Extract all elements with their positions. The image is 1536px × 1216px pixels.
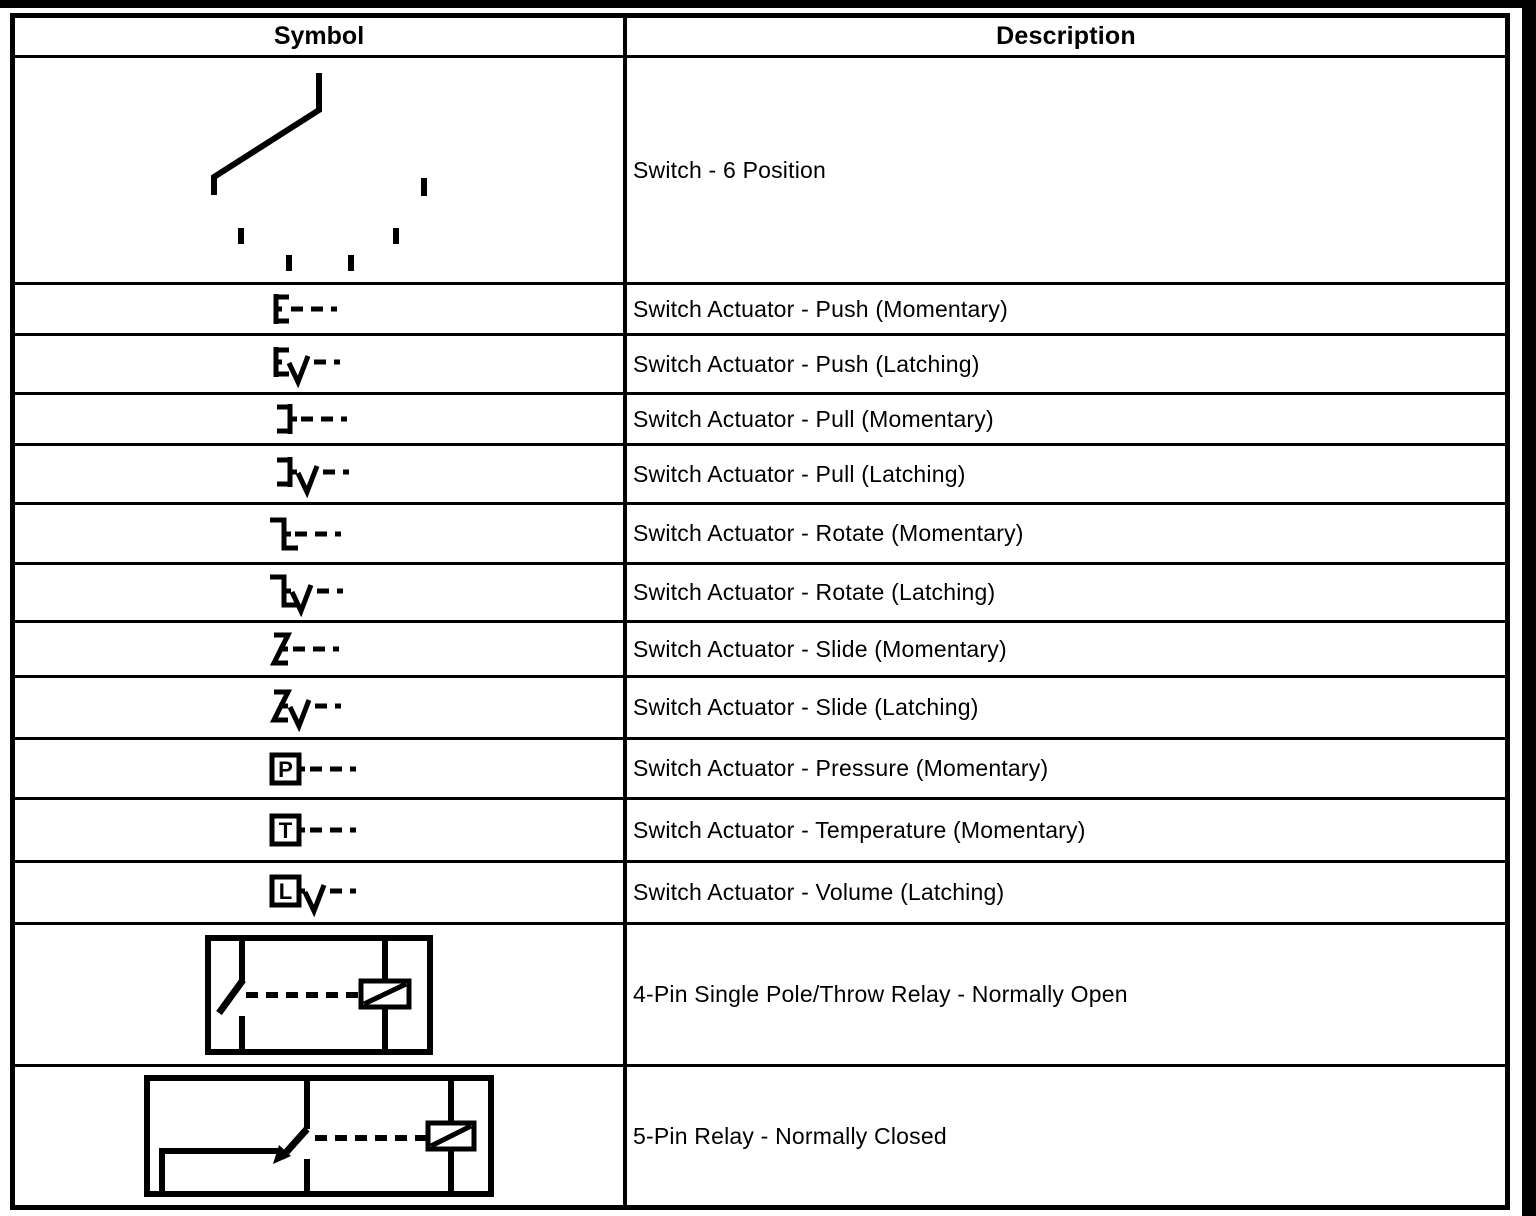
relay-4pin-spst-normally-open-symbol bbox=[204, 934, 434, 1056]
actuator-pull-momentary-symbol bbox=[262, 395, 392, 443]
actuator-slide-latching-symbol bbox=[262, 684, 392, 732]
row-description: Switch Actuator - Slide (Momentary) bbox=[633, 635, 1007, 662]
table-row bbox=[15, 740, 1505, 800]
temperature-box-letter: T bbox=[278, 818, 293, 843]
pressure-box-letter: P bbox=[278, 756, 293, 782]
row-description: Switch Actuator - Rotate (Latching) bbox=[633, 579, 996, 605]
row-description: 5-Pin Relay - Normally Closed bbox=[633, 1122, 947, 1149]
row-description: Switch Actuator - Rotate (Momentary) bbox=[633, 520, 1024, 546]
row-description: Switch Actuator - Temperature (Momentary) bbox=[633, 816, 1086, 843]
row-description: Switch Actuator - Push (Momentary) bbox=[633, 295, 1008, 322]
table-row bbox=[15, 678, 1505, 740]
table-row bbox=[15, 565, 1505, 623]
description-column-header: Description bbox=[996, 22, 1136, 50]
row-description: Switch Actuator - Push (Latching) bbox=[633, 350, 980, 377]
actuator-slide-momentary-symbol bbox=[262, 625, 392, 673]
page-right-edge bbox=[1522, 0, 1536, 1216]
relay-5pin-normally-closed-symbol bbox=[143, 1074, 495, 1198]
table-row bbox=[15, 505, 1505, 565]
actuator-push-latching-symbol bbox=[262, 340, 392, 388]
table-header-row bbox=[15, 18, 1505, 58]
table-row bbox=[15, 1067, 1505, 1205]
table-row bbox=[15, 58, 1505, 285]
switch-6-position-symbol bbox=[194, 65, 444, 275]
actuator-pressure-momentary-symbol bbox=[262, 745, 392, 793]
actuator-volume-latching-symbol bbox=[262, 869, 392, 917]
table-row bbox=[15, 863, 1505, 925]
actuator-rotate-momentary-symbol bbox=[262, 510, 392, 558]
actuator-push-momentary-symbol bbox=[262, 285, 392, 333]
table-row bbox=[15, 446, 1505, 505]
table-row bbox=[15, 623, 1505, 678]
symbol-legend-table bbox=[10, 13, 1510, 1210]
table-row bbox=[15, 336, 1505, 395]
row-description: Switch Actuator - Pull (Latching) bbox=[633, 460, 966, 487]
table-row bbox=[15, 925, 1505, 1067]
page-top-edge bbox=[0, 0, 1536, 8]
symbol-column-header: Symbol bbox=[15, 18, 627, 55]
row-description: Switch Actuator - Pressure (Momentary) bbox=[633, 755, 1049, 781]
table-row bbox=[15, 285, 1505, 336]
row-description: Switch - 6 Position bbox=[633, 156, 826, 183]
row-description: Switch Actuator - Slide (Latching) bbox=[633, 694, 979, 720]
actuator-temperature-momentary-symbol bbox=[262, 806, 392, 854]
actuator-rotate-latching-symbol bbox=[262, 569, 392, 617]
table-row bbox=[15, 800, 1505, 863]
volume-box-letter: L bbox=[278, 878, 293, 904]
table-row bbox=[15, 395, 1505, 446]
actuator-pull-latching-symbol bbox=[262, 450, 392, 498]
row-description: 4-Pin Single Pole/Throw Relay - Normally Open bbox=[633, 981, 1128, 1007]
row-description: Switch Actuator - Volume (Latching) bbox=[633, 879, 1005, 905]
row-description: Switch Actuator - Pull (Momentary) bbox=[633, 405, 994, 432]
